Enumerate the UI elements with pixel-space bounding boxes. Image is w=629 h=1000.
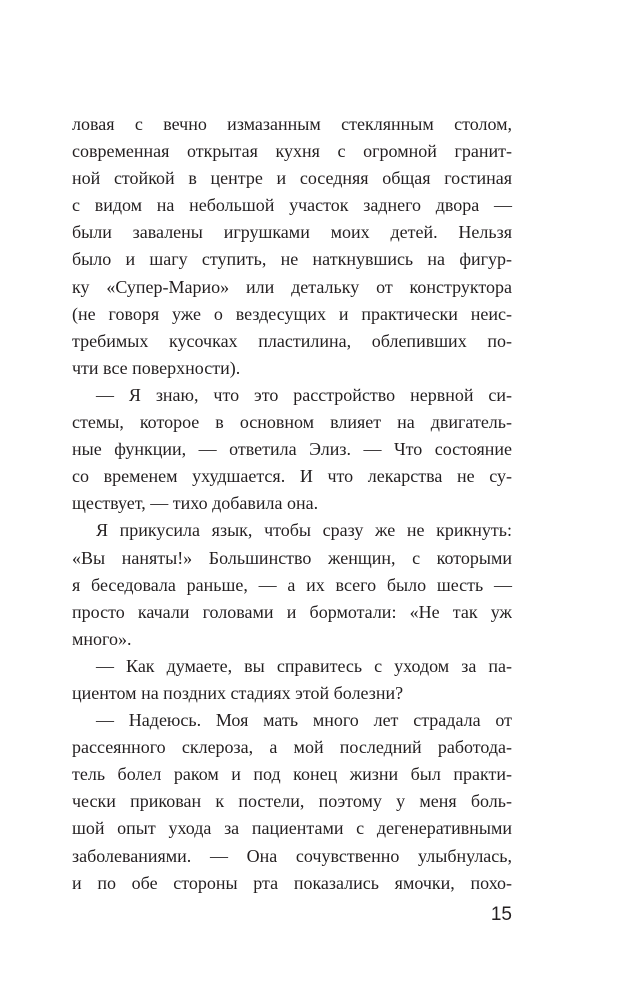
text-line: тель болел раком и под конец жизни был практи- — [72, 764, 512, 785]
text-line: циентом на поздних стадиях этой болезни? — [72, 682, 404, 703]
body-text — [72, 111, 512, 897]
text-line: — Надеюсь. Моя мать много лет страдала от — [96, 710, 512, 731]
text-line: ществует, — тихо добавила она. — [72, 493, 319, 514]
text-line: было и шагу ступить, не наткнувшись на фигур- — [72, 249, 512, 270]
text-line: «Вы наняты!» Большинство женщин, с которыми — [72, 547, 512, 568]
text-line: заболеваниями. — Она сочувственно улыбнулась, — [72, 845, 512, 866]
text-line: стемы, которое в основном влияет на двигатель- — [72, 412, 512, 433]
text-line: были завалены игрушками моих детей. Нельзя — [72, 222, 512, 243]
text-line: с видом на небольшой участок заднего двора — — [72, 195, 512, 216]
text-line: со временем ухудшается. И что лекарства не су- — [72, 466, 512, 487]
text-line: чти все поверхности). — [72, 357, 241, 378]
text-line: я беседовала раньше, — а их всего было шесть — — [72, 574, 512, 595]
text-line: и по обе стороны рта показались ямочки, похо- — [72, 872, 512, 893]
text-line: — Как думаете, вы справитесь с уходом за па- — [96, 655, 512, 676]
page-number: 15 — [490, 904, 512, 925]
text-line: чески прикован к постели, поэтому у меня боль- — [72, 791, 512, 812]
text-line: много». — [72, 628, 132, 649]
text-line: Я прикусила язык, чтобы сразу же не крикнуть: — [96, 520, 512, 541]
text-line: рассеянного склероза, а мой последний работода- — [72, 737, 512, 758]
text-line: — Я знаю, что это расстройство нервной си- — [96, 384, 512, 405]
text-line: шой опыт ухода за пациентами с дегенеративными — [72, 818, 512, 839]
text-line: ные функции, — ответила Элиз. — Что состояние — [72, 439, 512, 460]
text-line: ловая с вечно измазанным стеклянным столом, — [72, 114, 512, 134]
text-line: ку «Супер-Марио» или детальку от конструктора — [72, 276, 512, 297]
text-line: ной стойкой в центре и соседняя общая гостиная — [72, 168, 512, 189]
text-line: современная открытая кухня с огромной гранит- — [72, 141, 512, 162]
text-line: (не говоря уже о вездесущих и практически неис- — [72, 303, 512, 324]
text-line: просто качали головами и бормотали: «Не так уж — [72, 601, 512, 622]
text-line: требимых кусочках пластилина, облепивших по- — [72, 330, 512, 351]
